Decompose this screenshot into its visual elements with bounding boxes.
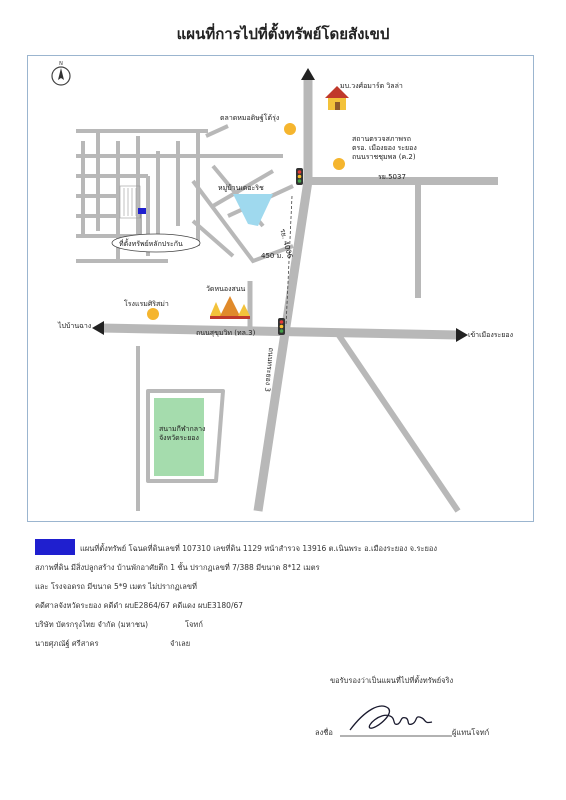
label-sukhumvit: ถนนสุขุมวิท (ทล.3): [196, 329, 256, 337]
label-rayong3: ถนนทระยอง 3: [263, 347, 275, 393]
police-dot: [333, 158, 345, 170]
temple-icon: [210, 296, 250, 319]
info-line-4: คดีศาลจังหวัดระยอง คดีดำ ผบE2864/67 คดีแดง ผบE3180/67: [35, 601, 244, 610]
market-dot: [284, 123, 296, 135]
label-stadium-1: สนามกีฬากลาง: [159, 425, 206, 433]
label-property: ที่ตั้งทรัพย์หลักประกัน: [119, 240, 183, 248]
info-line-6-right: จำเลย: [170, 639, 191, 648]
compass-icon: [52, 61, 70, 85]
sign-suffix: ผู้แทนโจทก์: [452, 728, 490, 737]
signature: [340, 700, 460, 745]
traffic-light-icon: [296, 168, 303, 185]
label-to-ban-chang: ไปบ้านฉาง: [58, 322, 92, 330]
label-police-2: ตรอ. เมืองยอง ระยอง: [352, 144, 417, 152]
info-line-1: แผนที่ตั้งทรัพย์ โฉนดที่ดินเลขที่ 107310 เลขที่ดิน 1129 หน้าสำรวจ 13916 ต.เนินพระ อ.เมืองระยอง จ.ระยอง: [80, 544, 438, 553]
label-market: ตลาดหมอดิษฐ์โต้รุ่ง: [220, 114, 280, 122]
hotel-dot: [147, 308, 159, 320]
info-line-6-left: นายศุภณัฐ์ ศรีสาคร: [35, 639, 99, 648]
info-line-5-left: บริษัท บัตรกรุงไทย จำกัด (มหาชน): [35, 620, 149, 629]
property-legend-swatch: [35, 539, 75, 555]
label-soi: รย.5037: [378, 173, 406, 181]
label-hotel: โรงแรมศิริสม่า: [124, 300, 169, 308]
label-village: หมู่บ้านเดอะริช: [218, 184, 264, 192]
traffic-light-icon: [278, 318, 285, 335]
arrow-west: [92, 321, 104, 335]
sign-prefix: ลงชื่อ: [315, 728, 333, 737]
info-line-2: สภาพที่ดิน มีสิ่งปลูกสร้าง บ้านพักอาศัยตึก 1 ชั้น ปรากฏเลขที่ 7/388 มีขนาด 8*12 เมตร: [35, 563, 320, 572]
info-line-5-right: โจทก์: [185, 620, 203, 629]
label-temple: วัดหนองสนน: [206, 285, 246, 293]
label-to-rayong-city: เข้าเมืองระยอง: [468, 331, 513, 339]
property-block: [120, 186, 146, 234]
map: [27, 55, 534, 522]
label-road-4006: รย. 4006: [278, 228, 294, 260]
label-police-3: ถนนราชชุมพล (ค.2): [352, 153, 416, 161]
arrow-north: [301, 68, 315, 80]
page-title: แผนที่การไปที่ตั้งทรัพย์โดยสังเขป: [176, 25, 390, 43]
label-distance: 450 ม.: [261, 252, 284, 260]
arrow-east: [456, 328, 468, 342]
label-police-1: สถานตรวจสภาพรถ: [352, 135, 411, 143]
label-villa: มบ.วงศ์อมาร์ต วิลล่า: [340, 82, 403, 90]
info-line-3: และ โรงจอดรถ มีขนาด 5*9 เมตร ไม่ปรากฏเลขที่: [35, 582, 197, 591]
certify-statement: ขอรับรองว่าเป็นแผนที่ไปที่ตั้งทรัพย์จริง: [330, 676, 454, 685]
svg-text:N: N: [59, 61, 63, 67]
map-canvas: [28, 56, 533, 521]
label-stadium-2: จังหวัดระยอง: [159, 434, 199, 442]
